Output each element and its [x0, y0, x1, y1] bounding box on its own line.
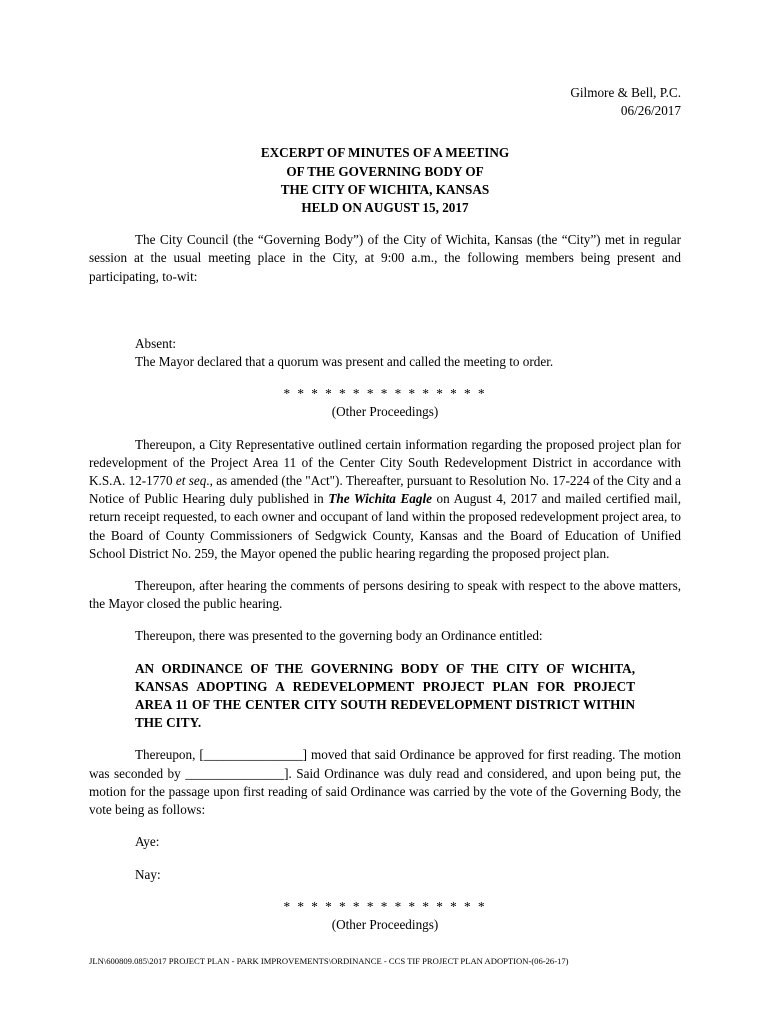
- document-title: [89, 144, 681, 217]
- title-line-1: EXCERPT OF MINUTES OF A MEETING: [260, 145, 510, 161]
- separator-stars: * * * * * * * * * * * * * * *: [283, 386, 487, 402]
- other-proceedings-label-2: (Other Proceedings): [331, 916, 439, 932]
- intro-paragraph: The City Council (the “Governing Body”) of the City of Wichita, Kansas (the “City”) met in regular session at the usual meeting place in the City, at 9:00 a.m., the following members being present and participating, to-wit:: [89, 232, 681, 284]
- firm-block: [89, 84, 681, 120]
- et-seq-italic: et seq: [175, 473, 207, 489]
- hearing-text-3: on August 4, 2017 and mailed certified mail, return receipt requested, to each owner and occupant of land within the proposed redevelopment project area, to the Board of County Commissioners of Sedgwick County, Kansas and the Board of Education of Unified School District No. 259, the Mayor opened the public hearing regarding the proposed project plan.: [89, 491, 681, 561]
- quorum-paragraph: The Mayor declared that a quorum was present and called the meeting to order.: [135, 354, 554, 370]
- footer-file-path: JLN\600809.085\2017 PROJECT PLAN - PARK IMPROVEMENTS\ORDINANCE - CCS TIF PROJECT PLAN ADOPTION-(06-26-17): [89, 956, 569, 966]
- newspaper-name: The Wichita Eagle: [328, 491, 432, 507]
- absent-label: Absent:: [135, 335, 177, 351]
- nay-label: Nay:: [135, 866, 161, 882]
- motion-paragraph: Thereupon, [_______________] moved that said Ordinance be approved for first reading. The motion was seconded by _______________]. Said Ordinance was duly read and considered, and upon being put, the motion for the passage upon first reading of said Ordinance was carried by the vote of the Governing Body, the vote being as follows:: [89, 747, 681, 818]
- close-hearing-paragraph: Thereupon, after hearing the comments of persons desiring to speak with respect to the above matters, the Mayor closed the public hearing.: [89, 578, 681, 612]
- separator-stars-2: * * * * * * * * * * * * * * *: [283, 898, 487, 914]
- title-line-3: THE CITY OF WICHITA, KANSAS: [280, 181, 490, 197]
- other-proceedings-label: (Other Proceedings): [331, 404, 439, 420]
- public-hearing-paragraph: [89, 436, 681, 563]
- ordinance-title: AN ORDINANCE OF THE GOVERNING BODY OF THE CITY OF WICHITA, KANSAS ADOPTING A REDEVELOPMENT PROJECT PLAN FOR PROJECT AREA 11 OF THE CENTER CITY SOUTH REDEVELOPMENT DISTRICT WITHIN THE CITY.: [135, 660, 635, 731]
- document-date: 06/26/2017: [620, 103, 681, 119]
- hearing-text-1: Thereupon, a City Representative outlined certain information regarding the proposed project plan for redevelopment of the Project Area 11 of the Center City South Redevelopment District in accordance with K.S.A. 12-1770: [89, 436, 681, 489]
- page-content: [89, 84, 681, 934]
- hearing-text-2: ., as amended (the "Act"). Thereafter, pursuant to Resolution No. 17-224 of the City and a Notice of Public Hearing duly published in: [89, 473, 681, 507]
- title-line-2: OF THE GOVERNING BODY OF: [286, 163, 484, 179]
- firm-name: Gilmore & Bell, P.C.: [570, 85, 681, 100]
- aye-label: Aye:: [135, 834, 160, 850]
- title-line-4: HELD ON AUGUST 15, 2017: [301, 200, 469, 216]
- ordinance-intro-paragraph: Thereupon, there was presented to the governing body an Ordinance entitled:: [135, 628, 543, 644]
